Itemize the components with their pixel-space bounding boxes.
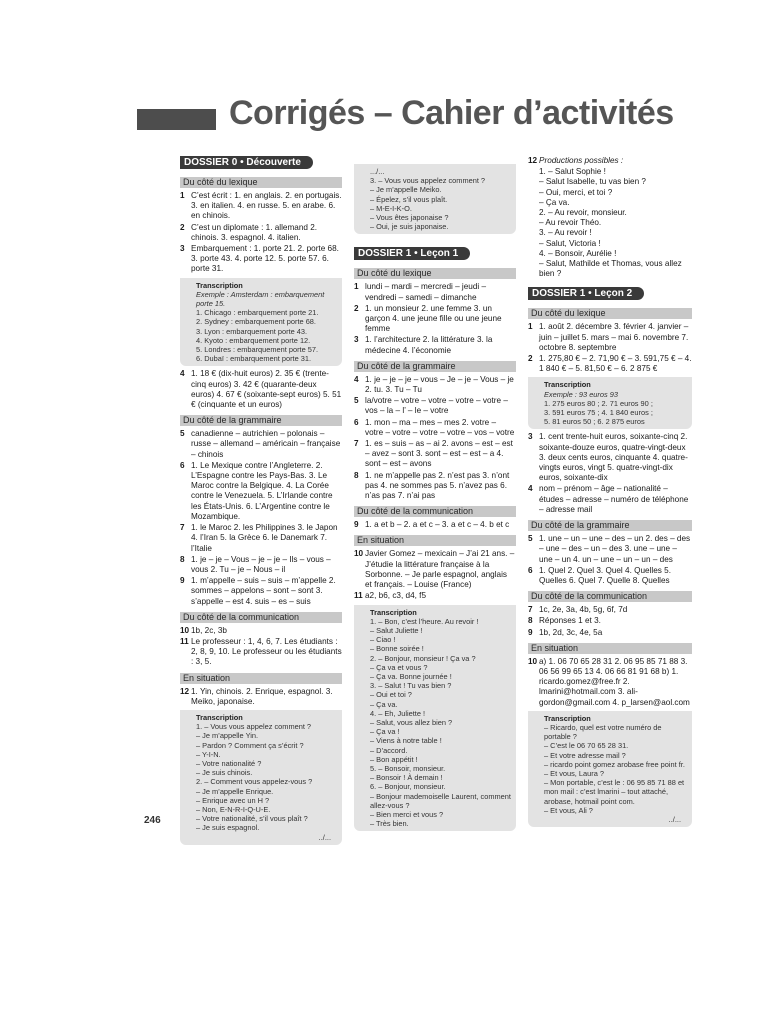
- exercise-item: [528, 605, 692, 615]
- exercise-number: 8: [180, 554, 185, 564]
- exercise-number: 9: [354, 520, 359, 530]
- transcription-line: – Bonsoir ! À demain !: [370, 773, 443, 783]
- transcription-line: – M-E-I-K-O.: [370, 203, 412, 213]
- exercise-item: [354, 549, 516, 590]
- exercise-answer: 1. 18 € (dix-huit euros) 2. 35 € (trente-cinq euros) 3. 42 € (quarante-deux euros) 4. 67 € (soixante-sept euros) 5. 51 € (cinquante et un euros): [191, 369, 342, 410]
- exercise-item: [354, 335, 516, 355]
- transcription-line: 1. – Bon, c’est l’heure. Au revoir !: [370, 616, 479, 626]
- exercise-answer: a2, b6, c3, d4, f5: [365, 591, 426, 601]
- exercise-answer: Embarquement : 1. porte 21. 2. porte 68. 3. porte 43. 4. porte 12. 5. porte 57. 6. porte 31.: [191, 244, 339, 274]
- transcription-line: – Votre nationalité, s’il vous plaît ?: [196, 814, 308, 824]
- exercise-number: 10: [528, 656, 538, 666]
- section-heading: Du côté du lexique: [528, 308, 692, 319]
- exercise-answer: 1c, 2e, 3a, 4b, 5g, 6f, 7d: [539, 605, 628, 615]
- exercise-item: [528, 566, 692, 586]
- exercise-answer: la/votre – votre – votre – votre – votre – vos – la – l’ – le – votre: [365, 396, 508, 416]
- transcription-line: – Y-I-N.: [196, 749, 221, 759]
- exercise-number: 4: [528, 484, 533, 494]
- exercise-number: 4: [354, 374, 359, 384]
- exercise-item: [354, 418, 516, 438]
- transcription-title: Transcription: [196, 280, 243, 290]
- exercise-answer: 1. 275,80 € – 2. 71,90 € – 3. 591,75 € – 4. 1 840 € – 5. 81,50 € – 6. 2 875 €: [539, 354, 692, 374]
- transcription-line: – C’est le 06 70 65 28 31.: [544, 741, 629, 751]
- exercise-answer: 1. un monsieur 2. une femme 3. un garçon 4. une jeune fille ou une jeune femme: [365, 303, 502, 334]
- transcription-line: – Enrique avec un H ?: [196, 795, 270, 805]
- exercise-number: 8: [528, 616, 533, 626]
- dossier-heading: DOSSIER 0 • Découverte: [180, 156, 313, 169]
- transcription-line: – Je suis espagnol.: [196, 823, 260, 833]
- transcription-line: – Ciao !: [370, 635, 396, 645]
- transcription-line: – Épelez, s’il vous plaît.: [370, 194, 448, 204]
- transcription-line: – Je m’appelle Meiko.: [370, 185, 442, 195]
- exercise-answer: C’est un diplomate : 1. allemand 2. chinois. 3. espagnol. 4. italien.: [191, 222, 318, 242]
- exercise-answer: 1. a et b – 2. a et c – 3. a et c – 4. b et c: [365, 520, 510, 530]
- exercise-item: [180, 626, 342, 636]
- answer-line: – Salut, Victoria !: [539, 238, 601, 248]
- exercise-item: [528, 322, 692, 353]
- transcription-line: 6. Dubaï : embarquement porte 31.: [196, 354, 312, 364]
- exercise-item: [354, 396, 516, 416]
- answer-line: 4. – Bonsoir, Aurélie !: [539, 248, 617, 258]
- exercise-number: 8: [354, 470, 359, 480]
- answer-line: – Salut, Mathilde et Thomas, vous allez bien ?: [539, 259, 682, 279]
- exercise-answer: 1. m’appelle – suis – suis – m’appelle 2. sommes – appelons – sont – sont 3. s’appelle – est 4. suis – es – suis: [191, 576, 336, 606]
- transcription-line: 1. Chicago : embarquement porte 21.: [196, 308, 319, 318]
- transcription-line: – Et vous, Ali ?: [544, 805, 593, 815]
- exercise-answer: 1. l’architecture 2. la littérature 3. la médecine 4. l’économie: [365, 335, 493, 355]
- section-heading: Du côté de la communication: [180, 612, 342, 623]
- transcription-line: – D’accord.: [370, 745, 408, 755]
- answer-line: – Ça va.: [539, 197, 570, 207]
- exercise-item: [180, 637, 342, 668]
- answer-line: 1. – Salut Sophie !: [539, 167, 606, 177]
- exercise-item: [354, 304, 516, 335]
- transcription-line: – Ça va et vous ?: [370, 662, 428, 672]
- exercise-item: [528, 657, 692, 708]
- transcription-title: Transcription: [370, 607, 417, 617]
- transcription-line: – Ça va.: [370, 699, 398, 709]
- exercise-number: 6: [528, 565, 533, 575]
- continued-marker: ../...: [668, 814, 681, 824]
- transcription-title: Transcription: [544, 713, 591, 723]
- exercise-item: [180, 244, 342, 275]
- section-heading: Du côté de la grammaire: [354, 361, 516, 372]
- exercise-answer: 1b, 2c, 3b: [191, 625, 227, 635]
- transcription-line: – Non, E-N-R-I-Q-U-E.: [196, 804, 271, 814]
- transcription-line: 5. – Bonsoir, monsieur.: [370, 763, 446, 773]
- transcription-line: – Et vous, Laura ?: [544, 768, 604, 778]
- transcription-line: – ricardo point gomez arobase free point fr.: [544, 759, 685, 769]
- column-2: [354, 156, 516, 834]
- exercise-item: [528, 534, 692, 565]
- exercise-number: 1: [528, 322, 533, 332]
- transcription-line: 4. – Eh, Juliette !: [370, 708, 426, 718]
- section-heading: Du côté de la communication: [354, 506, 516, 517]
- transcription-line: 2. – Comment vous appelez-vous ?: [196, 777, 313, 787]
- exercise-answer: 1. le Maroc 2. les Philippines 3. le Japon 4. l’Iran 5. la Grèce 6. le Danemark 7. l’Italie: [191, 523, 338, 553]
- transcription-title: Transcription: [544, 380, 591, 390]
- exercise-item: [180, 369, 342, 410]
- exercise-answer: 1. Quel 2. Quel 3. Quel 4. Quelles 5. Quelles 6. Quel 7. Quelle 8. Quelles: [539, 565, 671, 585]
- exercise-answer: lundi – mardi – mercredi – jeudi – vendredi – samedi – dimanche: [365, 282, 487, 302]
- exercise-answer: 1. Yin, chinois. 2. Enrique, espagnol. 3. Meiko, japonaise.: [191, 686, 333, 706]
- transcription-line: – Bien merci et vous ?: [370, 809, 444, 819]
- exercise-item: [180, 687, 342, 707]
- exercise-answer: Réponses 1 et 3.: [539, 616, 601, 626]
- exercise-item: [528, 156, 692, 279]
- exercise-answer: 1. une – un – une – des – un 2. des – des – une – des – un – des 3. une – une – une – un 4. un – une – un – un – des: [539, 534, 691, 564]
- exercise-number: 9: [528, 627, 533, 637]
- transcription-line: 3. 591 euros 75 ; 4. 1 840 euros ;: [544, 408, 653, 418]
- exercise-number: 7: [528, 605, 533, 615]
- exercise-answer: canadienne – autrichien – polonais – russe – allemand – américain – française – chinois: [191, 429, 341, 459]
- exercise-number: 7: [354, 439, 359, 449]
- exercise-number: 5: [354, 396, 359, 406]
- exercise-item: [354, 471, 516, 502]
- transcription-box: [354, 605, 516, 832]
- section-heading: En situation: [528, 643, 692, 654]
- answer-line: 2. – Au revoir, monsieur.: [539, 208, 627, 218]
- transcription-line: 5. Londres : embarquement porte 57.: [196, 345, 319, 355]
- section-heading: En situation: [180, 673, 342, 684]
- exercise-item: [180, 461, 342, 522]
- transcription-line: – Votre nationalité ?: [196, 758, 262, 768]
- transcription-box: [180, 710, 342, 845]
- transcription-line: 2. Sydney : embarquement porte 68.: [196, 317, 316, 327]
- exercise-number: 9: [180, 576, 185, 586]
- exercise-item: [354, 282, 516, 302]
- transcription-line: – Salut Juliette !: [370, 625, 423, 635]
- transcription-line: – Ça va. Bonne journée !: [370, 671, 452, 681]
- transcription-line: – Ricardo, quel est votre numéro de portable ?: [544, 722, 662, 742]
- dossier-heading: DOSSIER 1 • Leçon 1: [354, 247, 470, 260]
- exercise-item: [180, 523, 342, 554]
- transcription-line: .../...: [370, 167, 385, 176]
- transcription-line: – Ça va !: [370, 727, 400, 737]
- exercise-item: [180, 191, 342, 222]
- exercise-number: 2: [180, 222, 185, 232]
- exercise-number: 4: [180, 369, 185, 379]
- transcription-line: – Oui et toi ?: [370, 690, 412, 700]
- exercise-number: 7: [180, 523, 185, 533]
- exercise-answer: 1. cent trente-huit euros, soixante-cinq 2. soixante-douze euros, quatre-vingt-deux 3. deux cents euros, cinquante 4. quatre-vingts euros, vingt 5. quatre-vingt-dix euros, soixante-dix: [539, 432, 688, 483]
- exercise-answer: 1. mon – ma – mes – mes 2. votre – votre – votre – votre – votre – vos – votre: [365, 417, 515, 437]
- answer-line: – Oui, merci, et toi ?: [539, 187, 613, 197]
- column-3: [528, 156, 692, 830]
- transcription-line: – Vous êtes japonaise ?: [370, 213, 449, 223]
- page-title: Corrigés – Cahier d’activités: [229, 94, 674, 132]
- exercise-item: [528, 484, 692, 515]
- exercise-item: [180, 576, 342, 607]
- exercise-number: 12: [528, 156, 538, 165]
- exercise-answer: a) 1. 06 70 65 28 31 2. 06 95 85 71 88 3. 06 56 99 65 13 4. 06 66 81 91 68 b) 1. ricardo.gomez@free.fr 2. lmarini@hotmail.com 3. ali-gordon@gmail.com 4. p_larsen@aol.com: [539, 656, 690, 707]
- transcription-line: 3. Lyon : embarquement porte 43.: [196, 326, 308, 336]
- transcription-line: – Très bien.: [370, 819, 409, 829]
- exercise-number: 6: [354, 417, 359, 427]
- exercise-number: 5: [528, 534, 533, 544]
- exercise-number: 3: [354, 335, 359, 345]
- transcription-line: 1. 275 euros 80 ; 2. 71 euros 90 ;: [544, 398, 653, 408]
- exercise-number: 1: [180, 191, 185, 200]
- transcription-box: [180, 278, 342, 367]
- answer-line: 3. – Au revoir !: [539, 228, 592, 238]
- transcription-line: – Bon appétit !: [370, 754, 418, 764]
- exercise-item: [528, 628, 692, 638]
- transcription-line: 6. – Bonjour, monsieur.: [370, 782, 446, 792]
- exercise-number: 3: [528, 432, 533, 442]
- exercise-answer: 1. Le Mexique contre l’Angleterre. 2. L’Espagne contre les Pays-Bas. 3. Le Maroc contre la Belgique. 4. La Corée contre le Venezuela. 5. L’Irlande contre les États-Unis. 6. L’Argentine contre le Mozambique.: [191, 460, 333, 521]
- transcription-example: Exemple : Amsterdam : embarquement porte 15.: [196, 289, 325, 309]
- transcription-line: – Je m’appelle Enrique.: [196, 786, 274, 796]
- exercise-number: 6: [180, 460, 185, 470]
- exercise-item: [528, 616, 692, 626]
- transcription-line: – Salut, vous allez bien ?: [370, 717, 453, 727]
- exercise-number: 3: [180, 244, 185, 254]
- transcription-line: – Mon portable, c’est le : 06 95 85 71 88 et mon mail : c’est lmarini – tout attaché, arobase, hotmail point com.: [544, 778, 685, 806]
- transcription-example: Exemple : 93 euros 93: [544, 389, 618, 399]
- exercise-answer: [539, 156, 692, 279]
- exercise-item: [354, 591, 516, 601]
- section-heading: Du côté de la communication: [528, 591, 692, 602]
- transcription-line: – Je suis chinois.: [196, 768, 253, 778]
- exercise-answer: 1. es – suis – as – ai 2. avons – est – est – avez – sont 3. sont – est – est – a 4. sont – est – avons: [365, 439, 513, 469]
- page-number: 246: [144, 815, 161, 826]
- transcription-line: – Je m’appelle Yin.: [196, 731, 259, 741]
- exercise-answer: Javier Gomez – mexicain – J’ai 21 ans. – J’étudie la littérature française à la Sorbonne. – Je parle espagnol, anglais et français. – Louise (France): [365, 549, 515, 590]
- section-heading: En situation: [354, 535, 516, 546]
- exercise-number: 11: [180, 636, 189, 646]
- transcription-line: – Bonne soirée !: [370, 644, 424, 654]
- exercise-item: [180, 223, 342, 243]
- exercise-number: 2: [528, 354, 533, 364]
- exercise-answer: 1. ne m’appelle pas 2. n’est pas 3. n’ont pas 4. ne sommes pas 5. n’avez pas 6. n’as pas 7. n’ai pas: [365, 470, 510, 501]
- exercise-answer: 1. je – je – Vous – je – je – Ils – vous – vous 2. Tu – je – Nous – il: [191, 554, 331, 574]
- transcription-line: – Et votre adresse mail ?: [544, 750, 626, 760]
- exercise-answer: C’est écrit : 1. en anglais. 2. en portugais. 3. en italien. 4. en russe. 5. en arabe. 6. en chinois.: [191, 191, 342, 221]
- section-heading: Du côté de la grammaire: [528, 520, 692, 531]
- exercise-answer: Le professeur : 1, 4, 6, 7. Les étudiants : 2, 8, 9, 10. Le professeur ou les étudiants : 3, 5.: [191, 636, 342, 667]
- transcription-line: 3. – Vous vous appelez comment ?: [370, 176, 486, 186]
- section-heading: Du côté de la grammaire: [180, 415, 342, 426]
- exercise-answer: nom – prénom – âge – nationalité – études – adresse – numéro de téléphone – adresse mail: [539, 484, 689, 514]
- section-heading: Du côté du lexique: [354, 268, 516, 279]
- continued-marker: ../...: [318, 832, 331, 842]
- exercise-answer: 1b, 2d, 3c, 4e, 5a: [539, 627, 603, 637]
- transcription-line: 3. – Salut ! Tu vas bien ?: [370, 681, 452, 691]
- answer-lead: Productions possibles :: [539, 156, 624, 165]
- answer-line: – Au revoir Théo.: [539, 218, 602, 228]
- exercise-number: 11: [354, 591, 363, 601]
- transcription-line: 2. – Bonjour, monsieur ! Ça va ?: [370, 653, 476, 663]
- transcription-line: – Oui, je suis japonaise.: [370, 222, 449, 232]
- title-bar-decoration: [137, 109, 216, 130]
- transcription-line: 4. Kyoto : embarquement porte 12.: [196, 335, 311, 345]
- exercise-item: [180, 555, 342, 575]
- transcription-line: – Viens à notre table !: [370, 736, 442, 746]
- exercise-item: [528, 354, 692, 374]
- dossier-heading: DOSSIER 1 • Leçon 2: [528, 287, 644, 300]
- transcription-line: 1. – Vous vous appelez comment ?: [196, 722, 312, 732]
- exercise-item: [354, 520, 516, 530]
- transcription-title: Transcription: [196, 712, 243, 722]
- exercise-item: [180, 429, 342, 460]
- exercise-number: 1: [354, 282, 359, 292]
- exercise-number: 10: [354, 549, 364, 559]
- transcription-line: 5. 81 euros 50 ; 6. 2 875 euros: [544, 417, 645, 427]
- transcription-box: [528, 711, 692, 827]
- exercise-answer: 1. août 2. décembre 3. février 4. janvier – juin – juillet 5. mars – mai 6. novembre 7. octobre 8. septembre: [539, 322, 689, 352]
- exercise-number: 5: [180, 429, 185, 439]
- exercise-item: [354, 439, 516, 470]
- transcription-line: – Bonjour mademoiselle Laurent, comment allez-vous ?: [370, 791, 511, 810]
- transcription-box: [528, 377, 692, 429]
- transcription-box: [354, 164, 516, 234]
- column-1: [180, 156, 342, 848]
- exercise-item: [354, 375, 516, 395]
- exercise-number: 12: [180, 686, 190, 696]
- answer-line: – Salut Isabelle, tu vas bien ?: [539, 177, 646, 187]
- exercise-number: 2: [354, 303, 359, 313]
- exercise-number: 10: [180, 625, 190, 635]
- transcription-line: – Pardon ? Comment ça s’écrit ?: [196, 740, 304, 750]
- section-heading: Du côté du lexique: [180, 177, 342, 188]
- exercise-item: [528, 432, 692, 483]
- exercise-answer: 1. je – je – je – vous – Je – je – Vous – je 2. tu. 3. Tu – Tu: [365, 374, 514, 395]
